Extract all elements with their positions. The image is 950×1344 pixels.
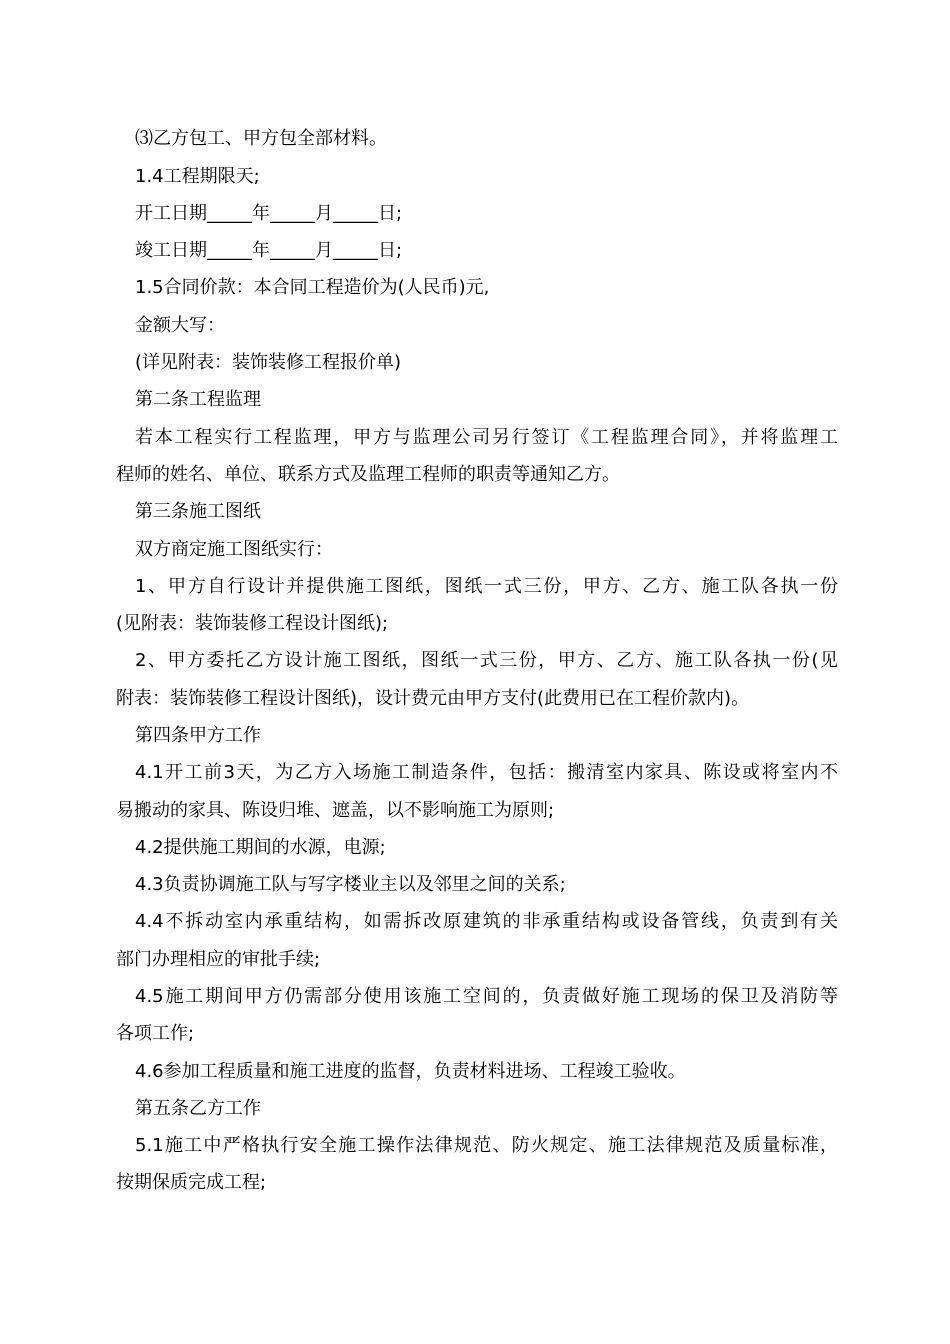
article-2-paragraph-line-1: 若本工程实行工程监理，甲方与监理公司另行签订《工程监理合同》，并将监理工 [135,427,838,448]
article-3-item-2-line-2: 附表：装饰装修工程设计图纸)，设计费元由甲方支付(此费用已在工程价款内)。 [116,688,750,709]
clause-1-4-duration: 1.4工程期限天; [135,166,260,187]
clause-4-3: 4.3负责协调施工队与写字楼业主以及邻里之间的关系; [135,874,566,895]
clause-4-1-line-1: 4.1开工前3天，为乙方入场施工制造条件，包括：搬清室内家具、陈设或将室内不 [135,762,838,783]
article-4-heading: 第四条甲方工作 [135,725,261,746]
clause-1-3-item-3: ⑶乙方包工、甲方包全部材料。 [135,128,387,149]
clause-4-5-line-1: 4.5施工期间甲方仍需部分使用该施工空间的，负责做好施工现场的保卫及消防等 [135,986,838,1007]
article-3-item-1-line-1: 1、甲方自行设计并提供施工图纸，图纸一式三份，甲方、乙方、施工队各执一份 [135,576,838,597]
article-3-heading: 第三条施工图纸 [135,501,261,522]
clause-4-4-line-2: 部门办理相应的审批手续; [116,949,321,970]
article-5-heading: 第五条乙方工作 [135,1098,261,1119]
price-appendix-note: (详见附表：装饰装修工程报价单) [135,352,402,373]
clause-1-5-price: 1.5合同价款：本合同工程造价为(人民币)元, [135,277,490,298]
article-3-intro: 双方商定施工图纸实行： [135,539,333,560]
clause-4-2: 4.2提供施工期间的水源，电源; [135,837,386,858]
article-3-item-1-line-2: (见附表：装饰装修工程设计图纸); [116,613,389,634]
clause-5-1-line-2: 按期保质完成工程; [116,1172,267,1193]
completion-date-line: 竣工日期_____年_____月_____日; [135,240,403,261]
article-3-item-2-line-1: 2、甲方委托乙方设计施工图纸，图纸一式三份，甲方、乙方、施工队各执一份(见 [135,650,838,671]
start-date-line: 开工日期_____年_____月_____日; [135,203,403,224]
clause-4-6: 4.6参加工程质量和施工进度的监督，负责材料进场、工程竣工验收。 [135,1061,686,1082]
article-2-heading: 第二条工程监理 [135,389,261,410]
amount-in-words: 金额大写： [135,315,225,336]
article-2-paragraph-line-2: 程师的姓名、单位、联系方式及监理工程师的职责等通知乙方。 [116,464,620,485]
clause-4-5-line-2: 各项工作; [116,1023,195,1044]
clause-4-1-line-2: 易搬动的家具、陈设归堆、遮盖，以不影响施工为原则; [116,800,555,821]
clause-4-4-line-1: 4.4不拆动室内承重结构，如需拆改原建筑的非承重结构或设备管线，负责到有关 [135,911,838,932]
clause-5-1-line-1: 5.1施工中严格执行安全施工操作法律规范、防火规定、施工法律规范及质量标准， [135,1135,838,1156]
